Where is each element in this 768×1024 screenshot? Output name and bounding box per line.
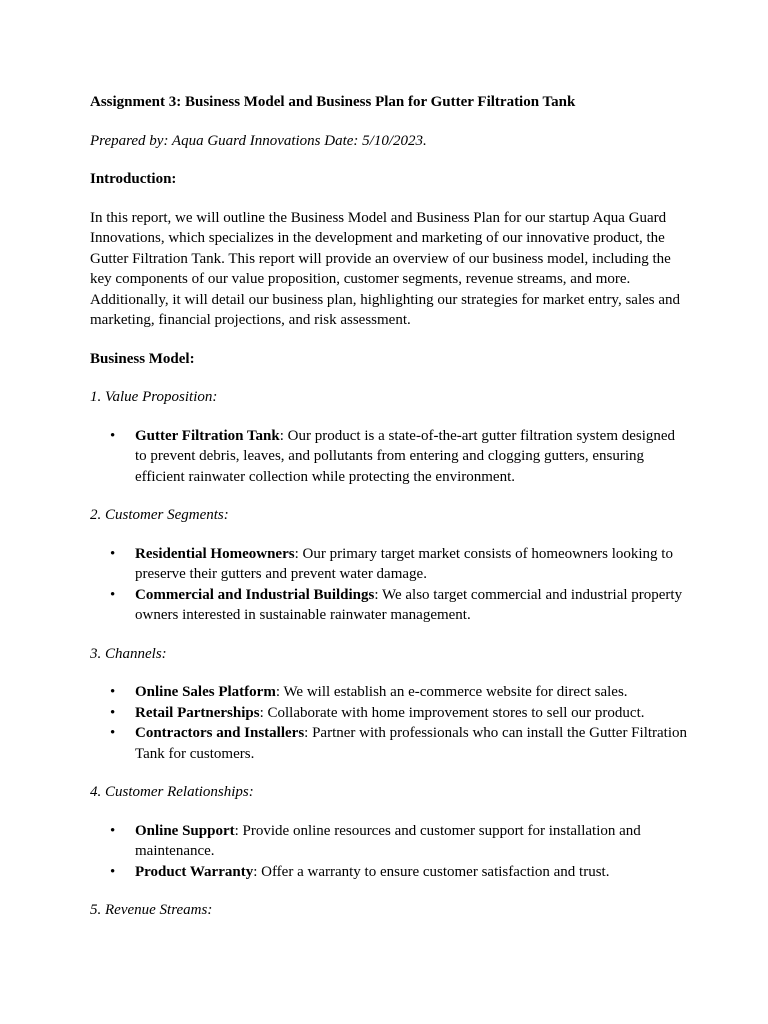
item-text: : Offer a warranty to ensure customer satisfaction and trust. [253,863,610,880]
section-customer-segments [90,505,690,626]
intro-heading: Introduction: [90,171,177,187]
item-term: Online Support [135,822,235,839]
list-item [135,682,690,703]
bullet-list [90,821,690,883]
list-item [135,585,690,626]
section-heading: 4. Customer Relationships: [90,784,254,800]
list-item [135,426,690,488]
item-text: : Our primary target market consists of homeowners looking to preserve their gutters and prevent water damage. [135,545,673,582]
section-heading: 1. Value Proposition: [90,389,218,405]
item-text: : We also target commercial and industrial property owners interested in sustainable rainwater management. [135,586,683,623]
item-term: Online Sales Platform [135,684,276,700]
item-term: Contractors and Installers [135,725,305,741]
list-item [135,821,690,862]
item-text: : Partner with professionals who can install the Gutter Filtration Tank for customers. [135,725,688,762]
section-heading: 3. Channels: [90,645,167,662]
list-item [135,723,690,764]
document-page [90,92,690,939]
item-text: : Our product is a state-of-the-art gutter filtration system designed to prevent debris, leaves, and pollutants from entering and clogging gutters, ensuring efficient rainwater collection while protecting the environment. [135,427,676,485]
list-item [135,544,690,585]
section-customer-relationships [90,782,690,882]
document-title: Assignment 3: Business Model and Business Plan for Gutter Filtration Tank [90,94,576,110]
bullet-list [90,682,690,764]
item-term: Gutter Filtration Tank [135,427,280,444]
list-item [135,703,690,724]
prepared-by-line: Prepared by: Aqua Guard Innovations Date: 5/10/2023. [90,132,427,149]
item-text: : Collaborate with home improvement stores to sell our product. [259,704,645,721]
section-value-proposition [90,387,690,487]
item-term: Product Warranty [135,863,254,880]
bullet-list [90,544,690,626]
item-text: : Provide online resources and customer support for installation and maintenance. [135,822,641,859]
item-text: : We will establish an e-commerce website for direct sales. [275,684,628,700]
intro-paragraph: In this report, we will outline the Business Model and Business Plan for our startup Aqua Guard Innovations, which specializes in the development and marketing of our innovative product, the Gutter Filtration Tank. This report will provide an overview of our business model, including the key components of our value proposition, customer segments, revenue streams, and more. Additionally, it will detail our business plan, highlighting our strategies for market entry, sales and marketing, financial projections, and risk assessment. [90,209,681,328]
section-heading: 5. Revenue Streams: [90,902,213,918]
section-channels [90,644,690,765]
bullet-list [90,426,690,488]
list-item [135,862,690,883]
section-revenue-streams [90,900,690,921]
item-term: Commercial and Industrial Buildings [135,586,375,603]
item-term: Retail Partnerships [135,704,260,721]
item-term: Residential Homeowners [135,545,295,562]
section-heading: 2. Customer Segments: [90,507,229,523]
business-model-heading: Business Model: [90,350,195,367]
